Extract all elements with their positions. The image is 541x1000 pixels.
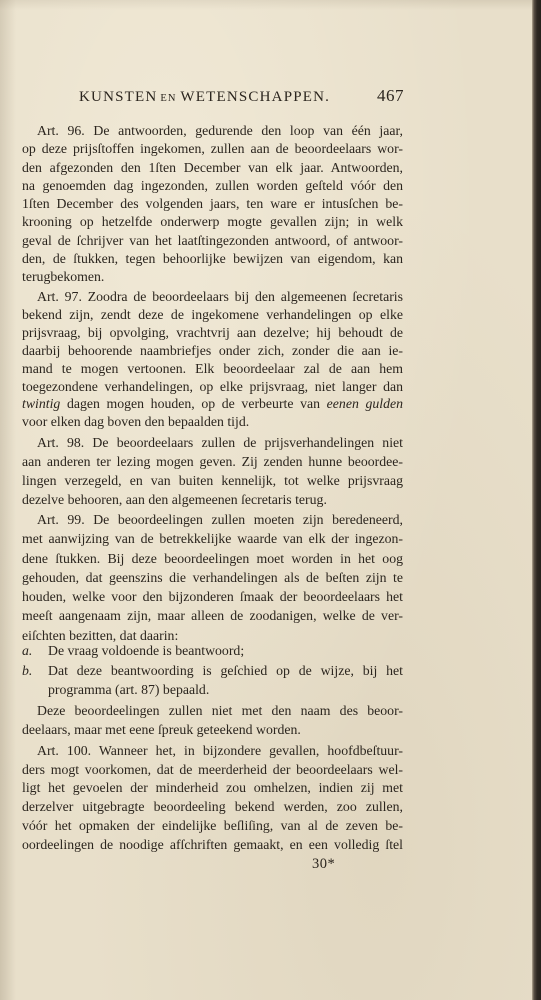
italic-text: twintig <box>22 396 61 412</box>
text-line: dene ſtukken. Bij deze beoordeelingen moet worden in het oog <box>22 550 403 566</box>
text-line: dezelve behooren, aan den algemeenen ſecretaris terug. <box>22 492 327 507</box>
text-line: Art. 100. Wanneer het, in bijzondere gevallen, hoofdbeſtuur- <box>37 743 403 758</box>
item-text: Dat deze beantwoording is geſchied op de wijze, bij het <box>48 662 403 678</box>
text-line: terugbekomen. <box>22 269 105 285</box>
text-line: geval de ſchrijver van het laatſtingezonden antwoord, of antwoor- <box>22 232 403 248</box>
text-line: den afgezonden den 1ſten December van elk jaar. Antwoorden, <box>22 159 403 175</box>
page-header <box>79 86 404 108</box>
text-segment: dagen mogen houden, op de verbeurte van <box>60 396 327 412</box>
text-line: Art. 96. De antwoorden, gedurende den loop van één jaar, <box>37 123 403 138</box>
text-line: vóór het opmaken der eindelijke beſliſing, van al de zeven be- <box>22 817 403 833</box>
closing-paragraph <box>22 702 403 739</box>
text-line: Art. 98. De beoordeelaars zullen de prijsverhandelingen niet <box>37 435 403 450</box>
text-line: den, de ſtukken, tegen behoorlijke bewijzen van eigendom, kan <box>22 251 403 267</box>
text-line: mand te mogen vertoonen. Elk beoordeelaar zal de aan hem <box>22 360 403 376</box>
text-line: aan anderen ter lezing mogen geven. Zij zenden hunne beoordee- <box>22 454 403 469</box>
text-line: lingen verzegeld, en van buiten kennelijk, tot welke prijsvraag <box>22 473 403 488</box>
requirements-list <box>22 641 403 700</box>
text-line: gehouden, dat geenszins die verhandelingen als de beſten zijn te <box>22 569 403 585</box>
item-text: De vraag voldoende is beantwoord; <box>48 643 245 658</box>
text-line: derzelver uitgebragte beoordeeling bekend werden, zoo zullen, <box>22 799 403 815</box>
article-98 <box>22 433 403 509</box>
text-line: op deze prijsſtoffen ingekomen, zullen aan de beoordeelaars wor- <box>22 141 403 157</box>
item-text: programma (art. 87) bepaald. <box>48 682 210 697</box>
text-line: deelaars, maar met eene ſpreuk geteekend worden. <box>22 721 301 737</box>
text-line <box>22 395 403 413</box>
text-line: meeſt aangenaam zijn, maar alleen de zoodanigen, welke de ver- <box>22 608 403 624</box>
item-label: a. <box>22 643 33 658</box>
article-97 <box>22 288 403 431</box>
text-line: 1ſten December des volgenden jaars, ten ware er intusſchen be- <box>22 196 403 212</box>
running-head-word: WETENSCHAPPEN. <box>180 89 331 105</box>
text-line: Deze beoordeelingen zullen niet met den naam des beoor- <box>37 703 403 718</box>
text-line: Art. 97. Zoodra de beoordeelaars bij den algemeenen ſecretaris <box>37 289 403 304</box>
article-96 <box>22 122 403 287</box>
text-line: ligt het gevoelen der minderheid zou omhelzen, indien zij met <box>22 780 403 796</box>
text-line: eiſchten bezitten, dat daarin: <box>22 627 179 643</box>
text-line: met aanwijzing van de betrekkelijke waarde van elk der ingezon- <box>22 531 403 547</box>
page-number: 467 <box>377 86 404 105</box>
list-item <box>22 641 403 661</box>
text-line: krooning op hetzelfde onderwerp mogte gevallen zijn; in welk <box>22 214 403 230</box>
item-label: b. <box>22 662 33 678</box>
text-line: oordeelingen de noodige afſchriften gemaakt, en een volledig ſtel <box>22 836 403 852</box>
signature-mark: 30* <box>312 856 336 872</box>
italic-text: eenen gulden <box>326 396 403 412</box>
text-line: houden, welke voor den bijzonderen ſmaak der beoordeelaars het <box>22 589 403 605</box>
text-line: toegezondene verhandelingen, op elke prijsvraag, niet langer dan <box>22 378 403 394</box>
article-99 <box>22 510 403 645</box>
running-head-word: KUNSTEN <box>79 89 158 105</box>
text-line: Art. 99. De beoordeelingen zullen moeten zijn beredeneerd, <box>37 512 403 527</box>
list-item <box>22 661 403 681</box>
text-line: ders mogt voorkomen, dat de meerderheid der beoordeelaars wel- <box>22 761 403 777</box>
running-head-word: EN <box>160 93 177 104</box>
text-line: prijsvraag, bij opvolging, vrachtvrij aan dezelve; hij behoudt de <box>22 324 403 340</box>
text-line: daarbij behoorende naambriefjes onder zich, zonder die aan ie- <box>22 342 403 358</box>
running-head <box>79 89 330 106</box>
text-line: na genoemden dag ingezonden, zullen worden geſteld vóór den <box>22 177 403 193</box>
article-100 <box>22 742 403 854</box>
text-line: voor elken dag boven den bepaalden tijd. <box>22 414 250 430</box>
text-line: bekend zijn, zendt deze de ingekomene verhandelingen op elke <box>22 306 403 322</box>
book-edge <box>532 0 541 1000</box>
